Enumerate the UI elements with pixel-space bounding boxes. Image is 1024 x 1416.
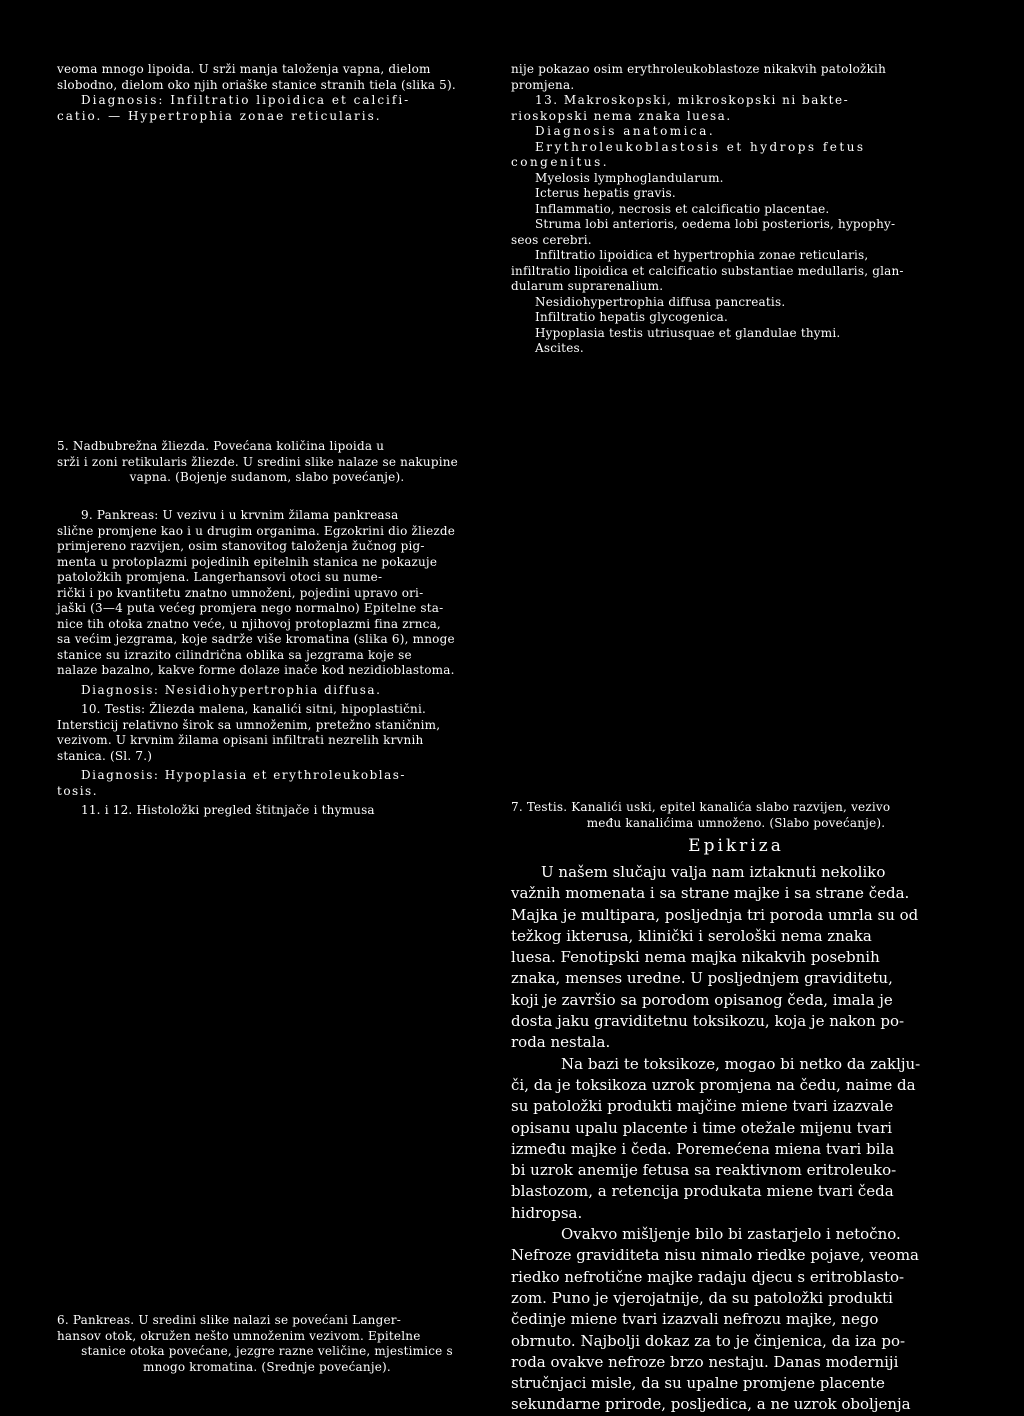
text-line: važnih momenata i sa strane majke i sa strane čeda. (511, 884, 910, 903)
diagnosis-line: Nesidiohypertrophia diffusa pancreatis. (535, 294, 786, 309)
epikriza-heading: Epikriza (688, 836, 784, 856)
right-top-text (511, 62, 951, 357)
text-line: stručnjaci misle, da su upalne promjene placente (511, 1374, 885, 1393)
text-line: Nefroze graviditeta nisu nimalo riedke pojave, veoma (511, 1246, 919, 1265)
text-line: Intersticij relativno širok sa umnoženim, pretežno staničnim, (57, 717, 441, 732)
text-line: nije pokazao osim erythroleukoblastoze nikakvih patoložkih (511, 62, 887, 76)
text-line: či, da je toksikoza uzrok promjena na čedu, naime da (511, 1075, 916, 1094)
epikriza-section (511, 836, 961, 1416)
text-line: tosis. (57, 783, 99, 798)
text-line: slobodno, dielom oko njih oriaške stanice stranih tiela (slika 5). (57, 77, 456, 92)
section-9-pancreas: 9. Pankreas: U vezivu i u krvnim žilama pankreasa (81, 508, 399, 522)
epikriza-text (511, 862, 961, 1416)
text-line: nice tih otoka znatno veće, u njihovoj protoplazmi fina zrnca, (57, 616, 441, 631)
left-top-paragraph (57, 62, 477, 124)
diagnosis-line: Struma lobi anterioris, oedema lobi posterioris, hypophy- (535, 217, 896, 231)
text-line: menta u protoplazmi pojedinih epitelnih stanica ne pokazuje (57, 554, 438, 569)
text-line: roda ovakve nefroze brzo nestaju. Danas moderniji (511, 1352, 899, 1371)
diagnosis-line: Diagnosis: Nesidiohypertrophia diffusa. (81, 682, 382, 697)
text-line: koji je završio sa porodom opisanog čeda, imala je (511, 990, 893, 1009)
text-line: stanice su izrazito cilindrična oblika sa jezgrama koje se (57, 647, 412, 662)
text-line: roda nestala. (511, 1033, 611, 1052)
text-line: sekundarne prirode, posljedica, a ne uzrok oboljenja (511, 1395, 911, 1414)
text-line: su patoložki produkti majčine miene tvari izazvale (511, 1097, 894, 1116)
text-line: stanica. (Sl. 7.) (57, 748, 153, 763)
text-line: sa većim jezgrama, koje sadrže više kromatina (slika 6), mnoge (57, 632, 455, 646)
diagnosis-line: Diagnosis: Infiltratio lipoidica et calcifi- (81, 93, 411, 107)
text-line: veoma mnogo lipoida. U srži manja taloženja vapna, dielom (57, 62, 431, 76)
text-line: Na bazi te toksikoze, mogao bi netko da zaklju- (561, 1054, 921, 1073)
caption-line: među kanalićima umnoženo. (Slabo povećanje). (586, 815, 886, 830)
text-line: U našem slučaju valja nam iztaknuti nekoliko (541, 863, 886, 881)
caption-line: 6. Pankreas. U sredini slike nalazi se povećani Langer- (57, 1313, 401, 1327)
figure-7-caption (511, 800, 961, 831)
diagnosis-line: Erythroleukoblastosis et hydrops fetus (535, 139, 866, 154)
text-line: bi uzrok anemije fetusa sa reaktivnom eritroleuko- (511, 1161, 897, 1180)
diagnosis-line: Infiltratio lipoidica et hypertrophia zonae reticularis, (535, 248, 869, 262)
caption-line: 5. Nadbubrežna žliezda. Povećana količina lipoida u (57, 439, 385, 453)
diagnosis-line: Diagnosis: Hypoplasia et erythroleukoblas- (81, 768, 406, 782)
text-line: opisanu upalu placente i time otežale mijenu tvari (511, 1118, 893, 1137)
caption-line: mnogo kromatina. (Srednje povećanje). (143, 1359, 391, 1374)
diagnosis-line: Hypoplasia testis utriusquae et glandulae thymi. (535, 325, 841, 340)
diagnosis-anatomica-heading: Diagnosis anatomica. (535, 124, 716, 138)
diagnosis-line: infiltratio lipoidica et calcificatio substantiae medullaris, glan- (511, 263, 904, 278)
section-11-12: 11. i 12. Histoložki pregled štitnjače i thymusa (81, 803, 375, 817)
text-line: vezivom. U krvnim žilama opisani infiltrati nezrelih krvnih (57, 733, 424, 747)
caption-line: srži i zoni retikularis žliezde. U sredini slike nalaze se nakupine (57, 454, 458, 469)
figure-6-caption (57, 1313, 477, 1375)
text-line: jaški (3—4 puta većeg promjera nego normalno) Epitelne sta- (57, 601, 444, 615)
text-line: slične promjene kao i u drugim organima. Egzokrini dio žliezde (57, 523, 456, 538)
caption-line: vapna. (Bojenje sudanom, slabo povećanje). (129, 470, 405, 484)
section-10-testis: 10. Testis: Žliezda malena, kanalići sitni, hipoplastični. (81, 702, 427, 716)
caption-line: stanice otoka povećane, jezgre razne veličine, mjestimice s (81, 1344, 453, 1358)
diagnosis-line: congenitus. (511, 155, 610, 169)
text-line: nalaze bazalno, kakve forme dolaze inače kod nezidioblastoma. (57, 663, 455, 677)
text-line: obrnuto. Najbolji dokaz za to je činjenica, da iza po- (511, 1331, 906, 1350)
text-line: luesa. Fenotipski nema majka nikakvih posebnih (511, 948, 880, 967)
text-line: rički i po kvantitetu znatno umnoženi, pojedini upravo ori- (57, 585, 424, 600)
figure-5-caption (57, 439, 477, 486)
diagnosis-line: Myelosis lymphoglandularum. (535, 170, 724, 185)
text-line: između majke i čeda. Poremećena miena tvari bila (511, 1139, 895, 1158)
diagnosis-line: catio. — Hypertrophia zonae reticularis. (57, 108, 382, 123)
diagnosis-line: seos cerebri. (511, 232, 592, 247)
text-line: hidropsa. (511, 1203, 583, 1222)
text-line: rioskopski nema znaka luesa. (511, 108, 732, 123)
text-line: Ovakvo mišljenje bilo bi zastarjelo i netočno. (561, 1225, 901, 1244)
text-line: težkog ikterusa, klinički i serološki nema znaka (511, 926, 872, 945)
text-line: Majka je multipara, posljednja tri poroda umrla su od (511, 905, 919, 924)
text-line: zom. Puno je vjerojatnije, da su patoložki produkti (511, 1288, 893, 1307)
diagnosis-line: dularum suprarenalium. (511, 279, 664, 293)
text-line: dosta jaku graviditetnu toksikozu, koja je nakon po- (511, 1012, 905, 1031)
text-line: čedinje miene tvari izazvali nefrozu majke, nego (511, 1310, 879, 1329)
section-13: 13. Makroskopski, mikroskopski ni bakte- (535, 93, 850, 107)
caption-line: hansov otok, okružen nešto umnoženim vezivom. Epitelne (57, 1328, 421, 1343)
text-line: promjena. (511, 77, 575, 92)
text-line: znaka, menses uredne. U posljednjem graviditetu, (511, 969, 893, 988)
text-line: primjereno razvijen, osim stanovitog taloženja žučnog pig- (57, 539, 425, 553)
caption-line: 7. Testis. Kanalići uski, epitel kanalića slabo razvijen, vezivo (511, 800, 891, 814)
diagnosis-line: Icterus hepatis gravis. (535, 186, 676, 200)
text-line: patoložkih promjena. Langerhansovi otoci su nume- (57, 570, 383, 584)
diagnosis-line: Ascites. (535, 341, 584, 355)
left-body-text (57, 508, 477, 819)
text-line: blastozom, a retencija produkata miene tvari čeda (511, 1182, 894, 1201)
diagnosis-line: Inflammatio, necrosis et calcificatio placentae. (535, 201, 830, 216)
diagnosis-line: Infiltratio hepatis glycogenica. (535, 310, 728, 324)
text-line: riedko nefrotične majke radaju djecu s eritroblasto- (511, 1267, 905, 1286)
